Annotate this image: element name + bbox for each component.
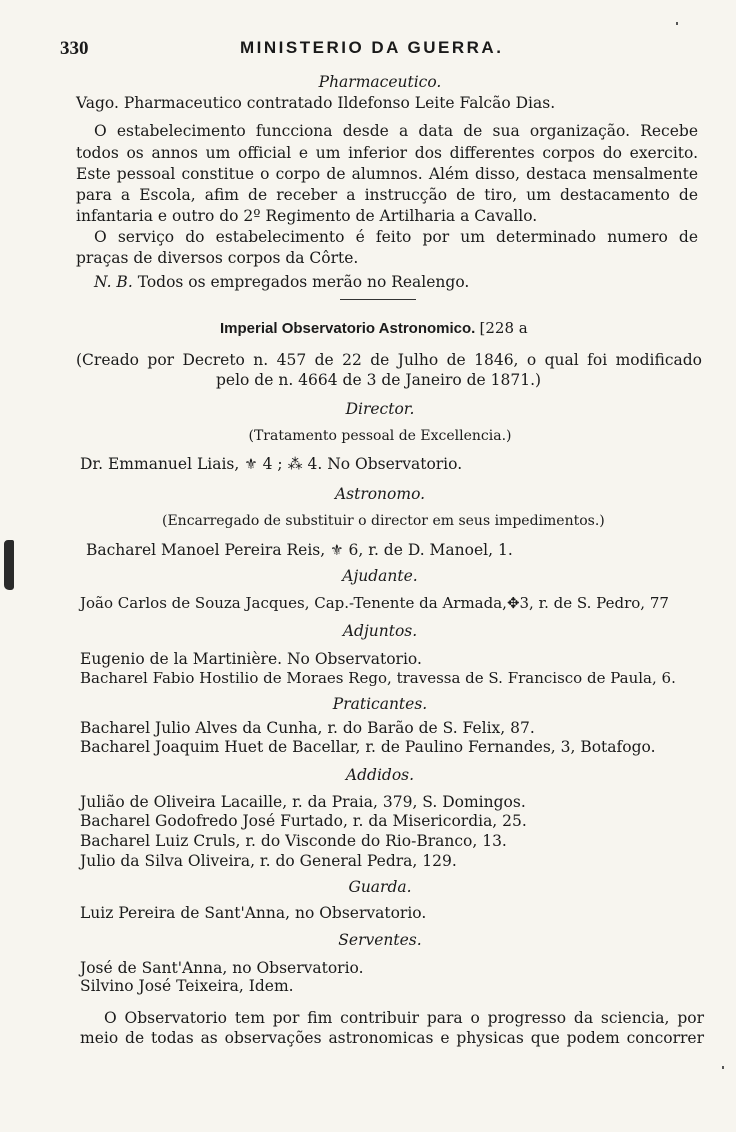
running-title: MINISTERIO DA GUERRA. <box>240 38 504 57</box>
role-heading-guarda: Guarda. <box>348 878 412 896</box>
role-heading-praticantes: Praticantes. <box>332 695 428 713</box>
ink-speck <box>676 22 678 25</box>
role-heading-ajudante: Ajudante. <box>342 567 418 585</box>
list-item: Silvino José Teixeira, Idem. <box>80 977 294 995</box>
section-divider <box>340 299 416 300</box>
section-title <box>220 318 528 339</box>
astronomo-address: 6, r. de D. Manoel, 1. <box>348 541 513 559</box>
nb-text: Todos os empregados merão no Realengo. <box>137 273 470 291</box>
reference-number: [228 a <box>479 319 528 337</box>
paragraph-line: O serviço do estabelecimento é feito por um determinado numero de <box>94 228 698 246</box>
astronomo-entry <box>86 540 513 560</box>
list-item: Bacharel Joaquim Huet de Bacellar, r. de Paulino Fernandes, 3, Botafogo. <box>80 738 656 756</box>
director-name: Dr. Emmanuel Liais, <box>80 455 240 473</box>
astronomo-note: (Encarregado de substituir o director em seus impedimentos.) <box>162 513 605 529</box>
treatment-note: (Tratamento pessoal de Excellencia.) <box>248 428 512 444</box>
nota-bene <box>94 272 469 292</box>
cross-order-icon: ⁂ <box>287 455 303 473</box>
list-item: Bacharel Godofredo José Furtado, r. da Misericordia, 25. <box>80 812 527 830</box>
role-heading-director: Director. <box>345 400 415 418</box>
paragraph-line: O Observatorio tem por fim contribuir para o progresso da sciencia, por <box>104 1009 704 1027</box>
list-item: Bacharel Fabio Hostilio de Moraes Rego, travessa de S. Francisco de Paula, 6. <box>80 669 676 687</box>
list-item: Julião de Oliveira Lacaille, r. da Praia, 379, S. Domingos. <box>80 793 526 811</box>
list-item: Julio da Silva Oliveira, r. do General Pedra, 129. <box>80 852 457 870</box>
list-item: Bacharel Luiz Cruls, r. do Visconde do Rio-Branco, 13. <box>80 832 507 850</box>
ink-speck <box>722 1066 724 1069</box>
paragraph-line: O estabelecimento funcciona desde a data de sua organização. Recebe <box>94 122 698 140</box>
role-heading-serventes: Serventes. <box>338 931 422 949</box>
paragraph-line: Este pessoal constitue o corpo de alumnos. Além disso, destaca mensalmente <box>76 165 698 183</box>
vacancy-line: Vago. Pharmaceutico contratado Ildefonso Leite Falcão Dias. <box>76 94 556 112</box>
director-grade: 4 ; <box>262 455 283 473</box>
astronomo-name: Bacharel Manoel Pereira Reis, <box>86 541 326 559</box>
rose-order-icon: ⚜ <box>330 541 344 559</box>
paragraph-line: infantaria e outro do 2º Regimento de Artilharia a Cavallo. <box>76 207 538 225</box>
ajudante-entry <box>80 593 669 613</box>
paragraph-line: para a Escola, afim de receber a instrucção de tiro, um destacamento de <box>76 186 698 204</box>
role-heading-adjuntos: Adjuntos. <box>342 622 418 640</box>
list-item: Luiz Pereira de Sant'Anna, no Observatorio. <box>80 904 427 922</box>
nb-label: N. B. <box>94 273 133 291</box>
decree-line: pelo de n. 4664 de 3 de Janeiro de 1871.) <box>216 371 542 389</box>
rose-order-icon: ⚜ <box>244 455 258 473</box>
margin-ink-mark <box>4 540 14 590</box>
section-subheading: Pharmaceutico. <box>318 73 442 91</box>
page-number: 330 <box>60 38 89 59</box>
paragraph-line: praças de diversos corpos da Côrte. <box>76 249 359 267</box>
role-heading-addidos: Addidos. <box>345 766 415 784</box>
observatorio-title: Imperial Observatorio Astronomico. <box>220 320 476 337</box>
decree-line: (Creado por Decreto n. 457 de 22 de Julho de 1846, o qual foi modificado <box>76 351 702 369</box>
list-item: Eugenio de la Martinière. No Observatorio. <box>80 650 422 668</box>
paragraph-line: todos os annos um official e um inferior dos differentes corpos do exercito. <box>76 144 698 162</box>
paragraph-line: meio de todas as observações astronomicas e physicas que podem concorrer <box>80 1029 704 1047</box>
ajudante-name: João Carlos de Souza Jacques, Cap.-Tenente da Armada, <box>80 594 507 612</box>
director-entry <box>80 454 462 474</box>
role-heading-astronomo: Astronomo. <box>334 485 426 503</box>
director-location: 4. No Observatorio. <box>307 455 463 473</box>
list-item: José de Sant'Anna, no Observatorio. <box>80 959 364 977</box>
cross-order-icon: ✥ <box>506 594 520 612</box>
ajudante-address: 3, r. de S. Pedro, 77 <box>519 594 669 612</box>
list-item: Bacharel Julio Alves da Cunha, r. do Barão de S. Felix, 87. <box>80 719 535 737</box>
